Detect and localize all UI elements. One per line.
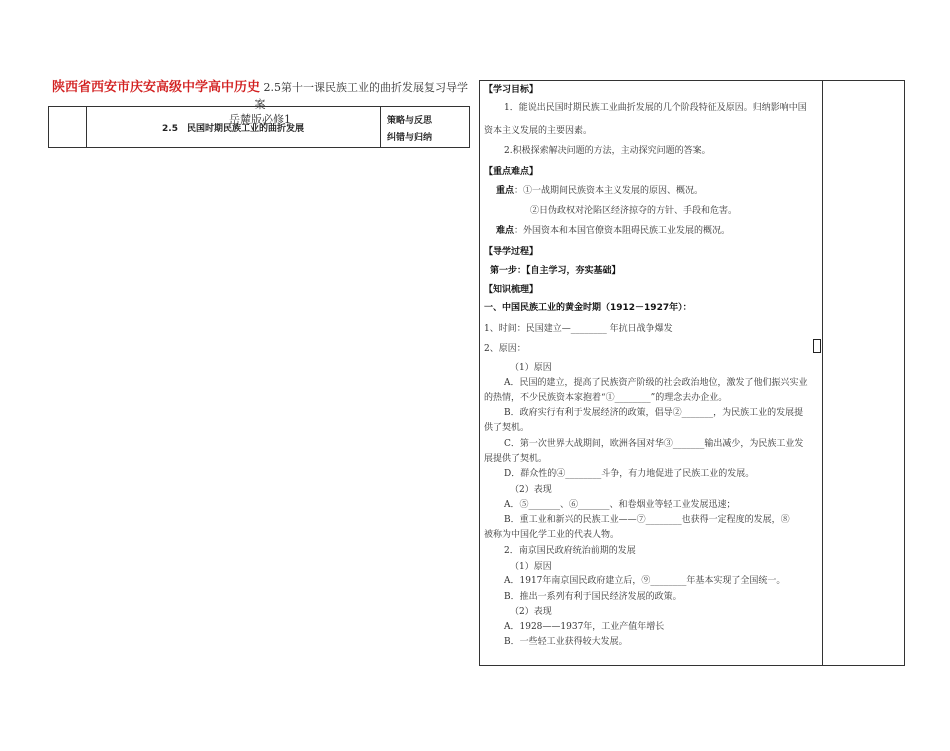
key-point-1: 重点：①一战期间民族资本主义发展的原因、概况。 — [496, 186, 704, 196]
question-reason: 2、原因： — [484, 344, 526, 354]
key-heading: 【重点难点】 — [484, 167, 539, 177]
lesson-title: 2.5 民国时期民族工业的曲折发展 — [86, 107, 381, 147]
reason-c-line2: 展提供了契机。 — [484, 454, 548, 464]
performance-heading-1: （2）表现 — [510, 485, 552, 495]
performance-heading-2: （2）表现 — [510, 607, 552, 617]
text-cursor-box — [813, 339, 821, 353]
reason-b-line2: 供了契机。 — [484, 423, 530, 433]
question-time: 1、时间：民国建立—________ 年抗日战争爆发 — [484, 324, 673, 334]
performance-b-line1: B．重工业和新兴的民族工业——⑦________也获得一定程度的发展，⑧ — [504, 515, 790, 525]
goals-heading: 【学习目标】 — [484, 85, 539, 95]
goal1-line2: 资本主义发展的主要因素。 — [484, 126, 593, 136]
study-guide-box — [479, 80, 905, 666]
goal1-line1: 1．能说出民国时期民族工业曲折发展的几个阶段特征及原因。归纳影响中国 — [504, 103, 807, 113]
key-point-2: ②日伪政权对沦陷区经济掠夺的方针、手段和危害。 — [530, 206, 738, 216]
performance2-a: A．1928——1937年，工业产值年增长 — [504, 622, 665, 632]
reason2-b: B．推出一系列有利于国民经济发展的政策。 — [504, 592, 682, 602]
subtitle: 岳麓版必修1 — [229, 113, 291, 126]
reason-c-line1: C．第一次世界大战期间，欧洲各国对华③_______输出减少，为民族工业发 — [504, 439, 804, 449]
reason-d: D．群众性的④________斗争，有力地促进了民族工业的发展。 — [504, 469, 755, 479]
section-two-title: 2．南京国民政府统治前期的发展 — [504, 546, 636, 556]
performance-a: A．⑤_______、⑥_______、和卷烟业等轻工业发展迅速； — [504, 500, 736, 510]
reason-heading-2: （1）原因 — [510, 562, 552, 572]
correction-label: 纠错与归纳 — [387, 133, 433, 143]
column-divider — [822, 81, 823, 665]
reason-heading-1: （1）原因 — [510, 363, 552, 373]
knowledge-heading: 【知识梳理】 — [484, 285, 539, 295]
goal2: 2.积极探索解决问题的方法，主动探究问题的答案。 — [504, 146, 711, 156]
performance-b-line2: 被称为中国化学工业的代表人物。 — [484, 530, 620, 540]
empty-cell — [49, 107, 87, 147]
section-one-title: 一、中国民族工业的黄金时期（1912－1927年）： — [484, 303, 692, 313]
reason-a-line2: 的热情，不少民族资本家抱着“①________”的理念去办企业。 — [484, 393, 728, 403]
reason2-a: A．1917年南京国民政府建立后，⑨________年基本实现了全国统一。 — [504, 576, 786, 586]
title-main: 陕西省西安市庆安高级中学高中历史 — [51, 80, 260, 95]
reason-b-line1: B．政府实行有利于发展经济的政策，倡导②_______，为民族工业的发展提 — [504, 408, 804, 418]
difficulty: 难点：外国资本和本国官僚资本阻碍民族工业发展的概况。 — [496, 226, 731, 236]
process-heading: 【导学过程】 — [484, 247, 539, 257]
step-one: 第一步：【自主学习，夯实基础】 — [490, 266, 621, 276]
title-rest: 2.5第十一课民族工业的曲折发展复习导学案 — [254, 81, 468, 111]
reason-a-line1: A．民国的建立，提高了民族资产阶级的社会政治地位，激发了他们振兴实业 — [504, 378, 808, 388]
lesson-table — [48, 106, 470, 148]
key-label: 重点 — [496, 186, 515, 196]
strategy-cell — [381, 107, 469, 147]
difficulty-label: 难点 — [496, 226, 515, 236]
strategy-label: 策略与反思 — [387, 116, 433, 126]
performance2-b: B．一些轻工业获得较大发展。 — [504, 637, 628, 647]
